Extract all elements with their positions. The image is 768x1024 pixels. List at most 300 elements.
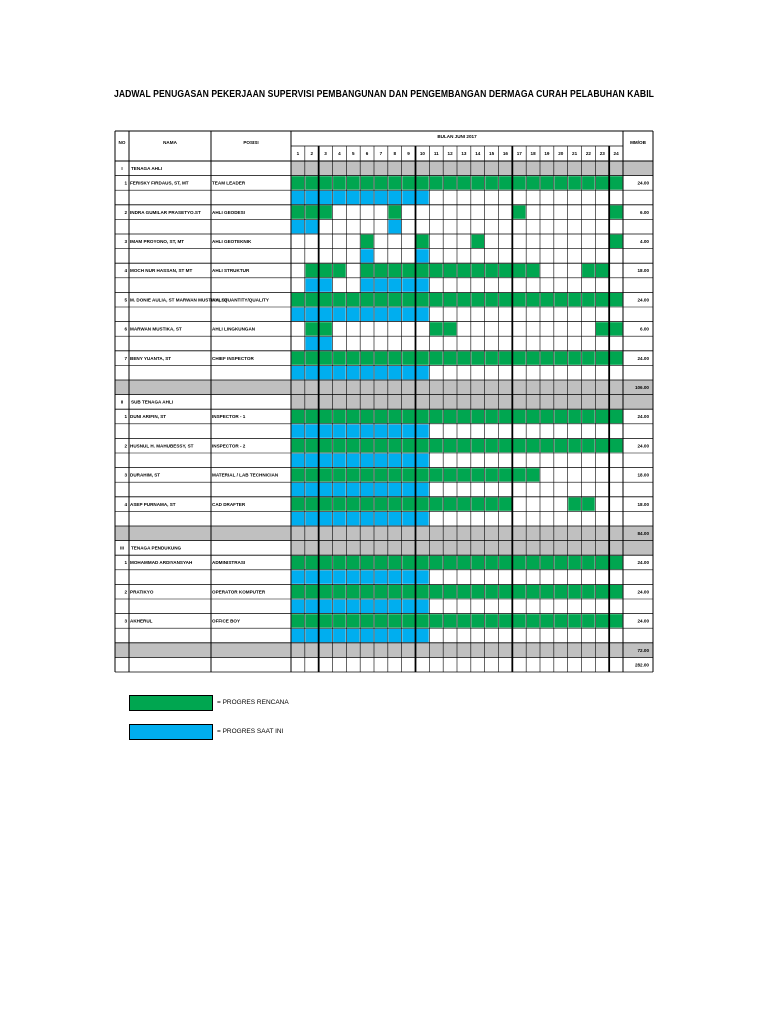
bar-plan <box>292 351 305 364</box>
bar-actual <box>292 600 305 613</box>
bar-plan <box>485 176 498 189</box>
bar-plan <box>458 176 471 189</box>
bar-plan <box>361 439 374 452</box>
bar-actual <box>361 191 374 204</box>
bar-actual <box>305 220 318 233</box>
bar-plan <box>388 497 401 510</box>
section-gridband <box>291 161 653 176</box>
bar-plan <box>568 614 581 627</box>
bar-plan <box>513 468 526 481</box>
bar-plan <box>333 585 346 598</box>
bar-plan <box>319 351 332 364</box>
bar-plan <box>361 235 374 248</box>
bar-actual <box>361 570 374 583</box>
bar-plan <box>319 205 332 218</box>
bar-plan <box>292 614 305 627</box>
bar-plan <box>568 439 581 452</box>
bar-actual <box>375 512 388 525</box>
bar-plan <box>305 468 318 481</box>
bar-plan <box>319 497 332 510</box>
person-position: AHLI LINGKUNGAN <box>212 326 256 332</box>
bar-plan <box>458 468 471 481</box>
bar-plan <box>568 351 581 364</box>
bar-plan <box>444 497 457 510</box>
bar-actual <box>361 454 374 467</box>
header-mm: MM/OB <box>630 140 646 145</box>
bar-plan <box>375 439 388 452</box>
bar-plan <box>305 585 318 598</box>
bar-plan <box>527 293 540 306</box>
bar-plan <box>596 585 609 598</box>
bar-plan <box>430 614 443 627</box>
header-day: 24 <box>613 151 619 156</box>
bar-plan <box>430 351 443 364</box>
bar-plan <box>499 468 512 481</box>
bar-plan <box>485 439 498 452</box>
bar-plan <box>458 293 471 306</box>
section-total: 72.00 <box>637 647 649 653</box>
bar-plan <box>527 264 540 277</box>
bar-plan <box>499 351 512 364</box>
bar-actual <box>361 308 374 321</box>
bar-plan <box>430 439 443 452</box>
bar-actual <box>416 600 429 613</box>
header-day: 3 <box>324 151 327 156</box>
bar-plan <box>527 556 540 569</box>
bar-plan <box>485 293 498 306</box>
bar-actual <box>347 454 360 467</box>
bar-plan <box>444 410 457 423</box>
bar-plan <box>610 556 623 569</box>
header-day: 17 <box>516 151 522 156</box>
header-day: 8 <box>393 151 397 156</box>
section-total-row <box>115 643 653 658</box>
header-day: 12 <box>447 151 453 156</box>
header-day: 7 <box>379 151 383 156</box>
bar-actual <box>333 191 346 204</box>
bar-plan <box>347 351 360 364</box>
bar-actual <box>375 424 388 437</box>
bar-plan <box>361 585 374 598</box>
header-nama: NAMA <box>163 140 177 145</box>
bar-plan <box>416 497 429 510</box>
bar-actual <box>319 483 332 496</box>
bar-plan <box>292 410 305 423</box>
bar-plan <box>402 468 415 481</box>
bar-plan <box>513 410 526 423</box>
bar-actual <box>319 512 332 525</box>
bar-plan <box>513 585 526 598</box>
bar-plan <box>388 205 401 218</box>
person-mm: 24.00 <box>637 414 649 420</box>
person-name: M. DONIE AULIA, ST MARWAN MUSTIKA, ST <box>130 297 228 303</box>
bar-actual <box>347 308 360 321</box>
bar-plan <box>430 585 443 598</box>
person-number: 7 <box>124 355 127 361</box>
person-name: DUNI ARIFIN, ST <box>130 414 167 420</box>
bar-plan <box>347 410 360 423</box>
bar-plan <box>527 614 540 627</box>
bar-actual <box>375 278 388 291</box>
bar-plan <box>416 264 429 277</box>
bar-actual <box>333 600 346 613</box>
bar-plan <box>541 556 554 569</box>
bar-plan <box>375 410 388 423</box>
section-number: I <box>121 166 123 171</box>
person-position: OPERATOR KOMPUTER <box>212 589 266 595</box>
bar-plan <box>333 614 346 627</box>
bar-plan <box>541 410 554 423</box>
header-day: 10 <box>419 151 425 156</box>
person-number: 5 <box>124 297 127 303</box>
person-mm: 6.00 <box>640 209 649 215</box>
section-total-row <box>115 526 653 541</box>
bar-plan <box>305 322 318 335</box>
bar-actual <box>305 337 318 350</box>
bar-plan <box>471 410 484 423</box>
bar-plan <box>485 497 498 510</box>
person-position: CAD DRAFTER <box>212 501 246 507</box>
bar-plan <box>361 614 374 627</box>
bar-actual <box>319 454 332 467</box>
bar-plan <box>430 176 443 189</box>
bar-plan <box>444 585 457 598</box>
bar-plan <box>458 410 471 423</box>
bar-plan <box>361 468 374 481</box>
bar-plan <box>610 585 623 598</box>
bar-plan <box>292 497 305 510</box>
bar-actual <box>319 278 332 291</box>
bar-plan <box>444 468 457 481</box>
bar-actual <box>319 600 332 613</box>
bar-actual <box>292 191 305 204</box>
bar-plan <box>554 585 567 598</box>
bar-plan <box>416 351 429 364</box>
bar-actual <box>292 308 305 321</box>
person-number: 2 <box>124 589 127 595</box>
bar-plan <box>402 264 415 277</box>
person-number: 3 <box>124 472 127 478</box>
bar-plan <box>458 497 471 510</box>
bar-actual <box>319 366 332 379</box>
header-day: 22 <box>585 151 591 156</box>
bar-plan <box>430 556 443 569</box>
bar-plan <box>444 322 457 335</box>
bar-actual <box>319 629 332 642</box>
person-mm: 4.00 <box>640 239 649 244</box>
bar-actual <box>347 483 360 496</box>
bar-plan <box>402 439 415 452</box>
bar-plan <box>375 264 388 277</box>
bar-plan <box>388 614 401 627</box>
bar-actual <box>305 483 318 496</box>
bar-plan <box>305 264 318 277</box>
header-day: 20 <box>558 151 564 156</box>
section-number: III <box>120 545 124 551</box>
bar-plan <box>305 556 318 569</box>
bar-plan <box>541 585 554 598</box>
bar-plan <box>568 410 581 423</box>
bar-plan <box>333 264 346 277</box>
header-day: 14 <box>475 151 481 156</box>
bar-actual <box>375 366 388 379</box>
section-total: 84.00 <box>637 531 649 536</box>
bar-plan <box>458 439 471 452</box>
bar-plan <box>582 614 595 627</box>
bar-actual <box>388 191 401 204</box>
header-day: 6 <box>365 151 369 156</box>
bar-plan <box>416 439 429 452</box>
bar-actual <box>375 570 388 583</box>
bar-actual <box>361 483 374 496</box>
bar-plan <box>430 322 443 335</box>
bar-plan <box>499 293 512 306</box>
bar-plan <box>568 497 581 510</box>
bar-plan <box>541 614 554 627</box>
bar-actual <box>402 600 415 613</box>
person-mm: 24.00 <box>637 355 649 361</box>
header-day: 2 <box>310 151 314 156</box>
bar-plan <box>541 439 554 452</box>
bar-plan <box>361 410 374 423</box>
person-position: INSPECTOR - 1 <box>212 414 246 420</box>
bar-plan <box>402 585 415 598</box>
bar-actual <box>319 570 332 583</box>
bar-plan <box>361 176 374 189</box>
bar-plan <box>610 293 623 306</box>
bar-actual <box>402 308 415 321</box>
bar-plan <box>388 176 401 189</box>
bar-plan <box>610 439 623 452</box>
bar-actual <box>347 512 360 525</box>
bar-actual <box>388 600 401 613</box>
bar-actual <box>333 454 346 467</box>
bar-plan <box>416 585 429 598</box>
bar-plan <box>444 556 457 569</box>
bar-plan <box>499 585 512 598</box>
bar-plan <box>499 614 512 627</box>
bar-plan <box>333 468 346 481</box>
person-number: 2 <box>124 209 127 215</box>
bar-plan <box>458 585 471 598</box>
bar-plan <box>471 351 484 364</box>
bar-plan <box>582 410 595 423</box>
bar-actual <box>388 366 401 379</box>
bar-plan <box>582 439 595 452</box>
bar-plan <box>582 293 595 306</box>
bar-plan <box>458 614 471 627</box>
bar-plan <box>388 351 401 364</box>
person-mm: 24.00 <box>637 180 649 186</box>
bar-plan <box>444 264 457 277</box>
bar-plan <box>333 176 346 189</box>
bar-plan <box>471 264 484 277</box>
bar-plan <box>610 614 623 627</box>
bar-actual <box>292 220 305 233</box>
bar-plan <box>582 497 595 510</box>
bar-plan <box>347 585 360 598</box>
person-position: ADMINISTRASI <box>212 560 246 566</box>
bar-actual <box>319 308 332 321</box>
bar-actual <box>361 249 374 262</box>
bar-plan <box>402 497 415 510</box>
bar-actual <box>375 483 388 496</box>
bar-plan <box>513 205 526 218</box>
bar-plan <box>444 293 457 306</box>
person-mm: 24.00 <box>637 589 649 595</box>
bar-plan <box>347 556 360 569</box>
person-position: OFFICE BOY <box>212 618 241 624</box>
bar-plan <box>388 556 401 569</box>
bar-plan <box>596 176 609 189</box>
bar-actual <box>292 483 305 496</box>
bar-actual <box>347 424 360 437</box>
section-gridband <box>291 395 653 410</box>
bar-plan <box>319 585 332 598</box>
bar-plan <box>375 176 388 189</box>
person-number: 6 <box>124 326 127 332</box>
bar-plan <box>416 614 429 627</box>
bar-plan <box>430 468 443 481</box>
person-name: IMAM PROYONO, ST, MT <box>130 239 185 244</box>
bar-actual <box>375 600 388 613</box>
bar-plan <box>444 351 457 364</box>
header-day: 15 <box>489 151 495 156</box>
section-total-row <box>115 380 653 395</box>
person-name: DURAHIM, ST <box>130 472 161 478</box>
bar-plan <box>610 205 623 218</box>
bar-actual <box>388 278 401 291</box>
bar-plan <box>554 351 567 364</box>
bar-plan <box>513 614 526 627</box>
bar-plan <box>430 410 443 423</box>
bar-plan <box>458 264 471 277</box>
bar-actual <box>305 600 318 613</box>
person-number: 1 <box>124 180 127 186</box>
header-day: 1 <box>296 151 300 156</box>
bar-plan <box>416 235 429 248</box>
bar-plan <box>499 176 512 189</box>
person-mm: 18.00 <box>637 268 649 274</box>
bar-plan <box>292 585 305 598</box>
header-day: 16 <box>502 151 508 156</box>
bar-plan <box>402 176 415 189</box>
bar-actual <box>333 512 346 525</box>
person-position: MATERIAL / LAB TECHNICIAN <box>212 472 279 478</box>
bar-plan <box>416 293 429 306</box>
bar-plan <box>319 410 332 423</box>
bar-actual <box>361 600 374 613</box>
person-name: HUSNUL H. MAHUBESSY, ST <box>130 443 194 449</box>
bar-actual <box>361 512 374 525</box>
bar-plan <box>471 176 484 189</box>
bar-actual <box>333 570 346 583</box>
header-day: 21 <box>572 151 578 156</box>
bar-plan <box>513 293 526 306</box>
bar-plan <box>444 439 457 452</box>
bar-plan <box>375 556 388 569</box>
bar-plan <box>375 614 388 627</box>
bar-plan <box>375 293 388 306</box>
bar-plan <box>554 439 567 452</box>
bar-plan <box>596 614 609 627</box>
bar-actual <box>402 366 415 379</box>
bar-actual <box>361 424 374 437</box>
bar-plan <box>541 351 554 364</box>
section-gridband <box>291 541 653 556</box>
bar-plan <box>471 293 484 306</box>
header-day: 23 <box>599 151 605 156</box>
bar-actual <box>416 308 429 321</box>
person-mm: 24.00 <box>637 560 649 566</box>
bar-actual <box>347 629 360 642</box>
bar-plan <box>305 293 318 306</box>
bar-actual <box>361 278 374 291</box>
bar-actual <box>333 308 346 321</box>
bar-plan <box>430 497 443 510</box>
header-no: NO <box>118 140 126 145</box>
bar-plan <box>333 351 346 364</box>
bar-plan <box>375 468 388 481</box>
bar-actual <box>319 191 332 204</box>
section-total: 106.00 <box>634 385 649 390</box>
bar-plan <box>485 556 498 569</box>
bar-actual <box>305 308 318 321</box>
bar-plan <box>444 176 457 189</box>
person-name: MOHAMMAD ARDIYANSYAH <box>130 560 193 566</box>
bar-plan <box>513 176 526 189</box>
bar-plan <box>430 264 443 277</box>
bar-plan <box>347 293 360 306</box>
bar-plan <box>305 205 318 218</box>
bar-plan <box>582 264 595 277</box>
bar-actual <box>416 424 429 437</box>
bar-plan <box>361 264 374 277</box>
bar-actual <box>416 454 429 467</box>
bar-plan <box>499 264 512 277</box>
bar-plan <box>499 497 512 510</box>
bar-plan <box>319 556 332 569</box>
bar-plan <box>292 439 305 452</box>
bar-actual <box>292 454 305 467</box>
bar-actual <box>305 424 318 437</box>
person-number: 1 <box>124 414 127 420</box>
bar-plan <box>305 410 318 423</box>
bar-plan <box>554 410 567 423</box>
header-posisi: POSISI <box>243 140 259 145</box>
bar-plan <box>319 614 332 627</box>
bar-plan <box>499 556 512 569</box>
bar-plan <box>596 410 609 423</box>
section-title: SUB TENAGA AHLI <box>131 399 174 405</box>
bar-plan <box>305 497 318 510</box>
bar-plan <box>375 351 388 364</box>
bar-plan <box>292 468 305 481</box>
header-day: 13 <box>461 151 467 156</box>
bar-plan <box>541 176 554 189</box>
bar-plan <box>319 322 332 335</box>
bar-plan <box>402 614 415 627</box>
bar-actual <box>416 512 429 525</box>
bar-plan <box>596 293 609 306</box>
document-title: JADWAL PENUGASAN PEKERJAAN SUPERVISI PEMBANGUNAN DAN PENGEMBANGAN DERMAGA CURAH PELABUHAN KABIL <box>113 88 655 100</box>
bar-plan <box>471 497 484 510</box>
bar-plan <box>499 410 512 423</box>
bar-actual <box>305 512 318 525</box>
person-number: 3 <box>124 618 127 624</box>
bar-plan <box>402 410 415 423</box>
bar-actual <box>402 278 415 291</box>
